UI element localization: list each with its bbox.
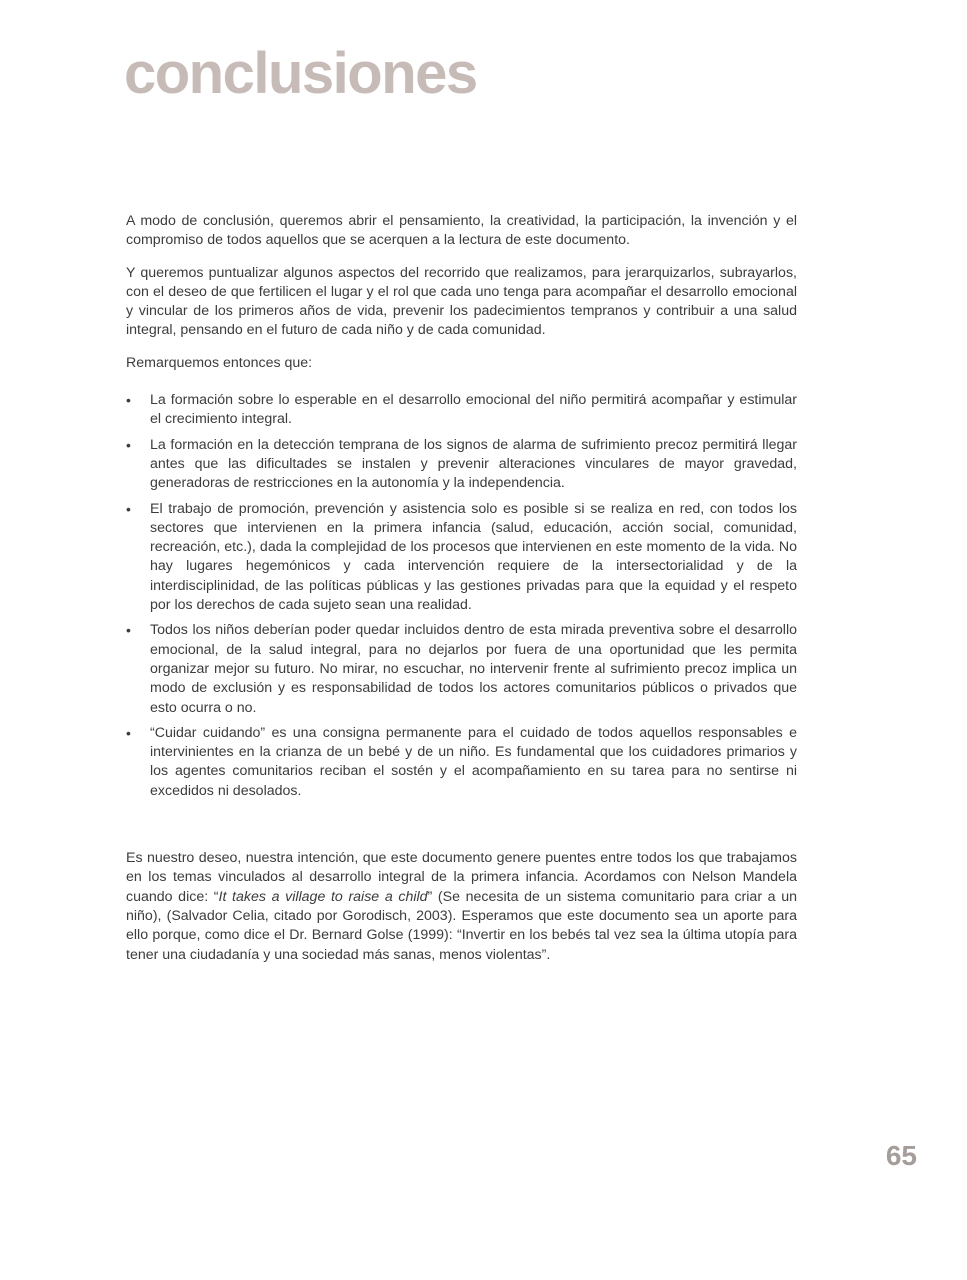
- list-item: [126, 391, 797, 430]
- body-content: [126, 212, 797, 965]
- list-item: [126, 436, 797, 494]
- aspects-paragraph: Y queremos puntualizar algunos aspectos del recorrido que realizamos, para jerarquizarlos, subrayarlos, con el deseo de que fertilicen el lugar y el rol que cada uno tenga para acompañar el desarrollo emocional y vincular de los primeros años de vida, prevenir los padecimientos tempranos y contribuir a una salud integral, pensando en el futuro de cada niño y de cada comunidad.: [126, 264, 797, 339]
- intro-paragraph: A modo de conclusión, queremos abrir el pensamiento, la creatividad, la participación, la invención y el compromiso de todos aquellos que se acerquen a la lectura de este documento.: [126, 213, 797, 249]
- closing-paragraph: [126, 849, 797, 965]
- bullet-icon: •: [126, 622, 131, 639]
- closing-text-after-quote: ” (Se necesita de un sistema comunitario para criar a un niño), (Salvador Celia, citado por Gorodisch, 2003). Esperamos que este documento sea un aporte para ello porque, como dice el Dr. Bernard Golse (1999): “Invertir en los bebés tal vez sea la última utopía para tener una ciudadanía y una sociedad más sanas, menos violentas”.: [126, 888, 797, 963]
- list-item-text: El trabajo de promoción, prevención y asistencia solo es posible si se realiza en red, con todos los sectores que intervienen en la primera infancia (salud, educación, acción social, comunidad, recreación, etc.), dada la complejidad de los procesos que intervienen en este momento de la vida. No hay lugares hegemónicos y cada intervención requiere de la intersectorialidad y de la interdisciplinidad, de las políticas públicas y las gestiones privadas para que la equidad y el respeto por los derechos de cada sujeto sean una realidad.: [150, 500, 797, 614]
- list-item: [126, 724, 797, 801]
- list-item-text: Todos los niños deberían poder quedar incluidos dentro de esta mirada preventiva sobre el desarrollo emocional, de la salud integral, para no dejarlos por fuera de una oportunidad que les permita organizar mejor su futuro. No mirar, no escuchar, no intervenir frente al sufrimiento precoz implica un modo de exclusión y es responsabilidad de todos los actores comunitarios públicos o privados que esto ocurra o no.: [150, 622, 797, 716]
- list-item-text: La formación sobre lo esperable en el desarrollo emocional del niño permitirá acompañar y estimular el crecimiento integral.: [150, 392, 797, 428]
- lead-in-paragraph: Remarquemos entonces que:: [126, 354, 313, 371]
- mandela-quote: It takes a village to raise a child: [218, 888, 428, 905]
- bullet-icon: •: [126, 500, 131, 517]
- list-item-text: “Cuidar cuidando” es una consigna permanente para el cuidado de todos aquellos responsables e intervinientes en la crianza de un bebé y de un niño. Es fundamental que los cuidadores primarios y los agentes comunitarios reciban el sostén y el acompañamiento en su tarea para no sentirse ni excedidos ni desolados.: [150, 724, 797, 799]
- page-title: conclusiones: [124, 41, 477, 106]
- bullet-icon: •: [126, 724, 131, 741]
- list-item-text: La formación en la detección temprana de los signos de alarma de sufrimiento precoz permitirá llegar antes que las dificultades se instalen y prevenir alteraciones vinculares de mayor gravedad, generadoras de restricciones en la autonomía y la independencia.: [150, 436, 797, 492]
- list-item: [126, 621, 797, 717]
- conclusions-list: [126, 391, 797, 801]
- closing-text-before-quote: Es nuestro deseo, nuestra intención, que este documento genere puentes entre todos los que trabajamos en los temas vinculados al desarrollo integral de la primera infancia. Acordamos con Nelson Mandela cuando dice: “: [126, 850, 797, 905]
- bullet-icon: •: [126, 392, 131, 409]
- bullet-icon: •: [126, 436, 131, 453]
- page-number: 65: [885, 1140, 917, 1171]
- list-item: [126, 500, 797, 616]
